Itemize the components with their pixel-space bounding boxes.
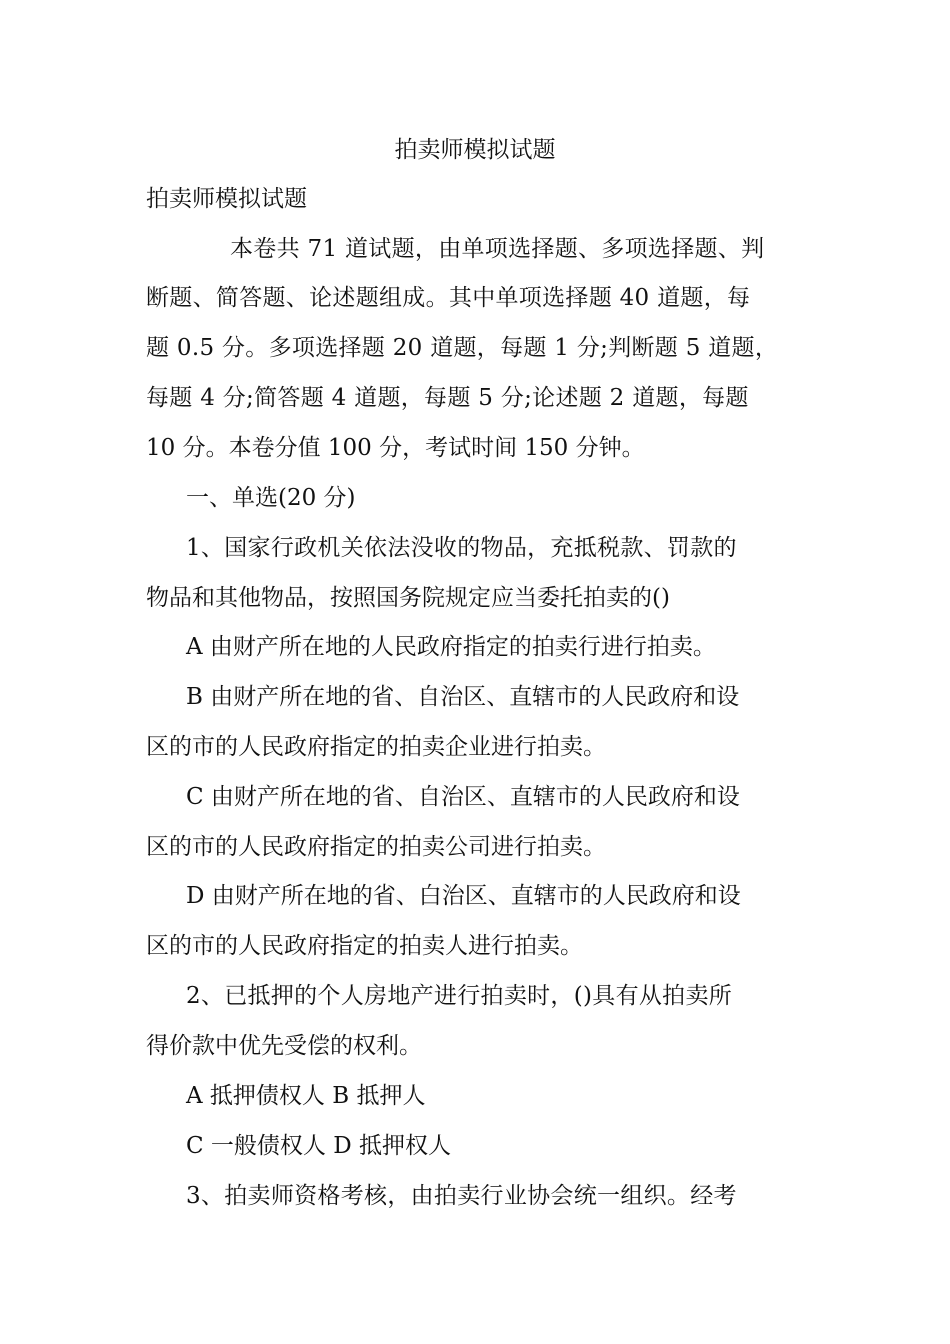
- intro-line-4: 每题 4 分;简答题 4 道题，每题 5 分;论述题 2 道题，每题: [146, 385, 749, 411]
- question-3-line-1: 3、拍卖师资格考核，由拍卖行业协会统一组织。经考: [186, 1183, 737, 1209]
- intro-line-2: 断题、简答题、论述题组成。其中单项选择题 40 道题，每: [146, 285, 751, 311]
- question-2-options-cd: C 一般债权人 D 抵押权人: [186, 1133, 451, 1159]
- question-2-line-2: 得价款中优先受偿的权利。: [146, 1033, 422, 1059]
- question-1-line-1: 1、国家行政机关依法没收的物品，充抵税款、罚款的: [186, 535, 737, 561]
- section-heading: 一、单选(20 分): [186, 485, 356, 511]
- intro-line-1: 本卷共 71 道试题，由单项选择题、多项选择题、判: [230, 236, 765, 262]
- question-1-option-c-line-1: C 由财产所在地的省、自治区、直辖市的人民政府和设: [186, 784, 740, 810]
- intro-line-5: 10 分。本卷分值 100 分，考试时间 150 分钟。: [146, 435, 645, 461]
- page-title: 拍卖师模拟试题: [394, 137, 556, 163]
- question-1-line-2: 物品和其他物品，按照国务院规定应当委托拍卖的(): [146, 585, 670, 611]
- question-1-option-b-line-1: B 由财产所在地的省、自治区、直辖市的人民政府和设: [186, 684, 740, 710]
- document-subtitle: 拍卖师模拟试题: [146, 186, 307, 212]
- question-1-option-d-line-2: 区的市的人民政府指定的拍卖人进行拍卖。: [146, 933, 583, 959]
- question-2-options-ab: A 抵押债权人 B 抵押人: [186, 1083, 426, 1109]
- question-1-option-d-line-1: D 由财产所在地的省、白治区、直辖市的人民政府和设: [186, 883, 741, 909]
- intro-line-3: 题 0.5 分。多项选择题 20 道题，每题 1 分;判断题 5 道题，: [146, 335, 779, 361]
- question-1-option-a: A 由财产所在地的人民政府指定的拍卖行进行拍卖。: [186, 634, 716, 660]
- question-2-line-1: 2、已抵押的个人房地产进行拍卖时，()具有从拍卖所: [186, 983, 733, 1009]
- question-1-option-c-line-2: 区的市的人民政府指定的拍卖公司进行拍卖。: [146, 834, 606, 860]
- question-1-option-b-line-2: 区的市的人民政府指定的拍卖企业进行拍卖。: [146, 734, 606, 760]
